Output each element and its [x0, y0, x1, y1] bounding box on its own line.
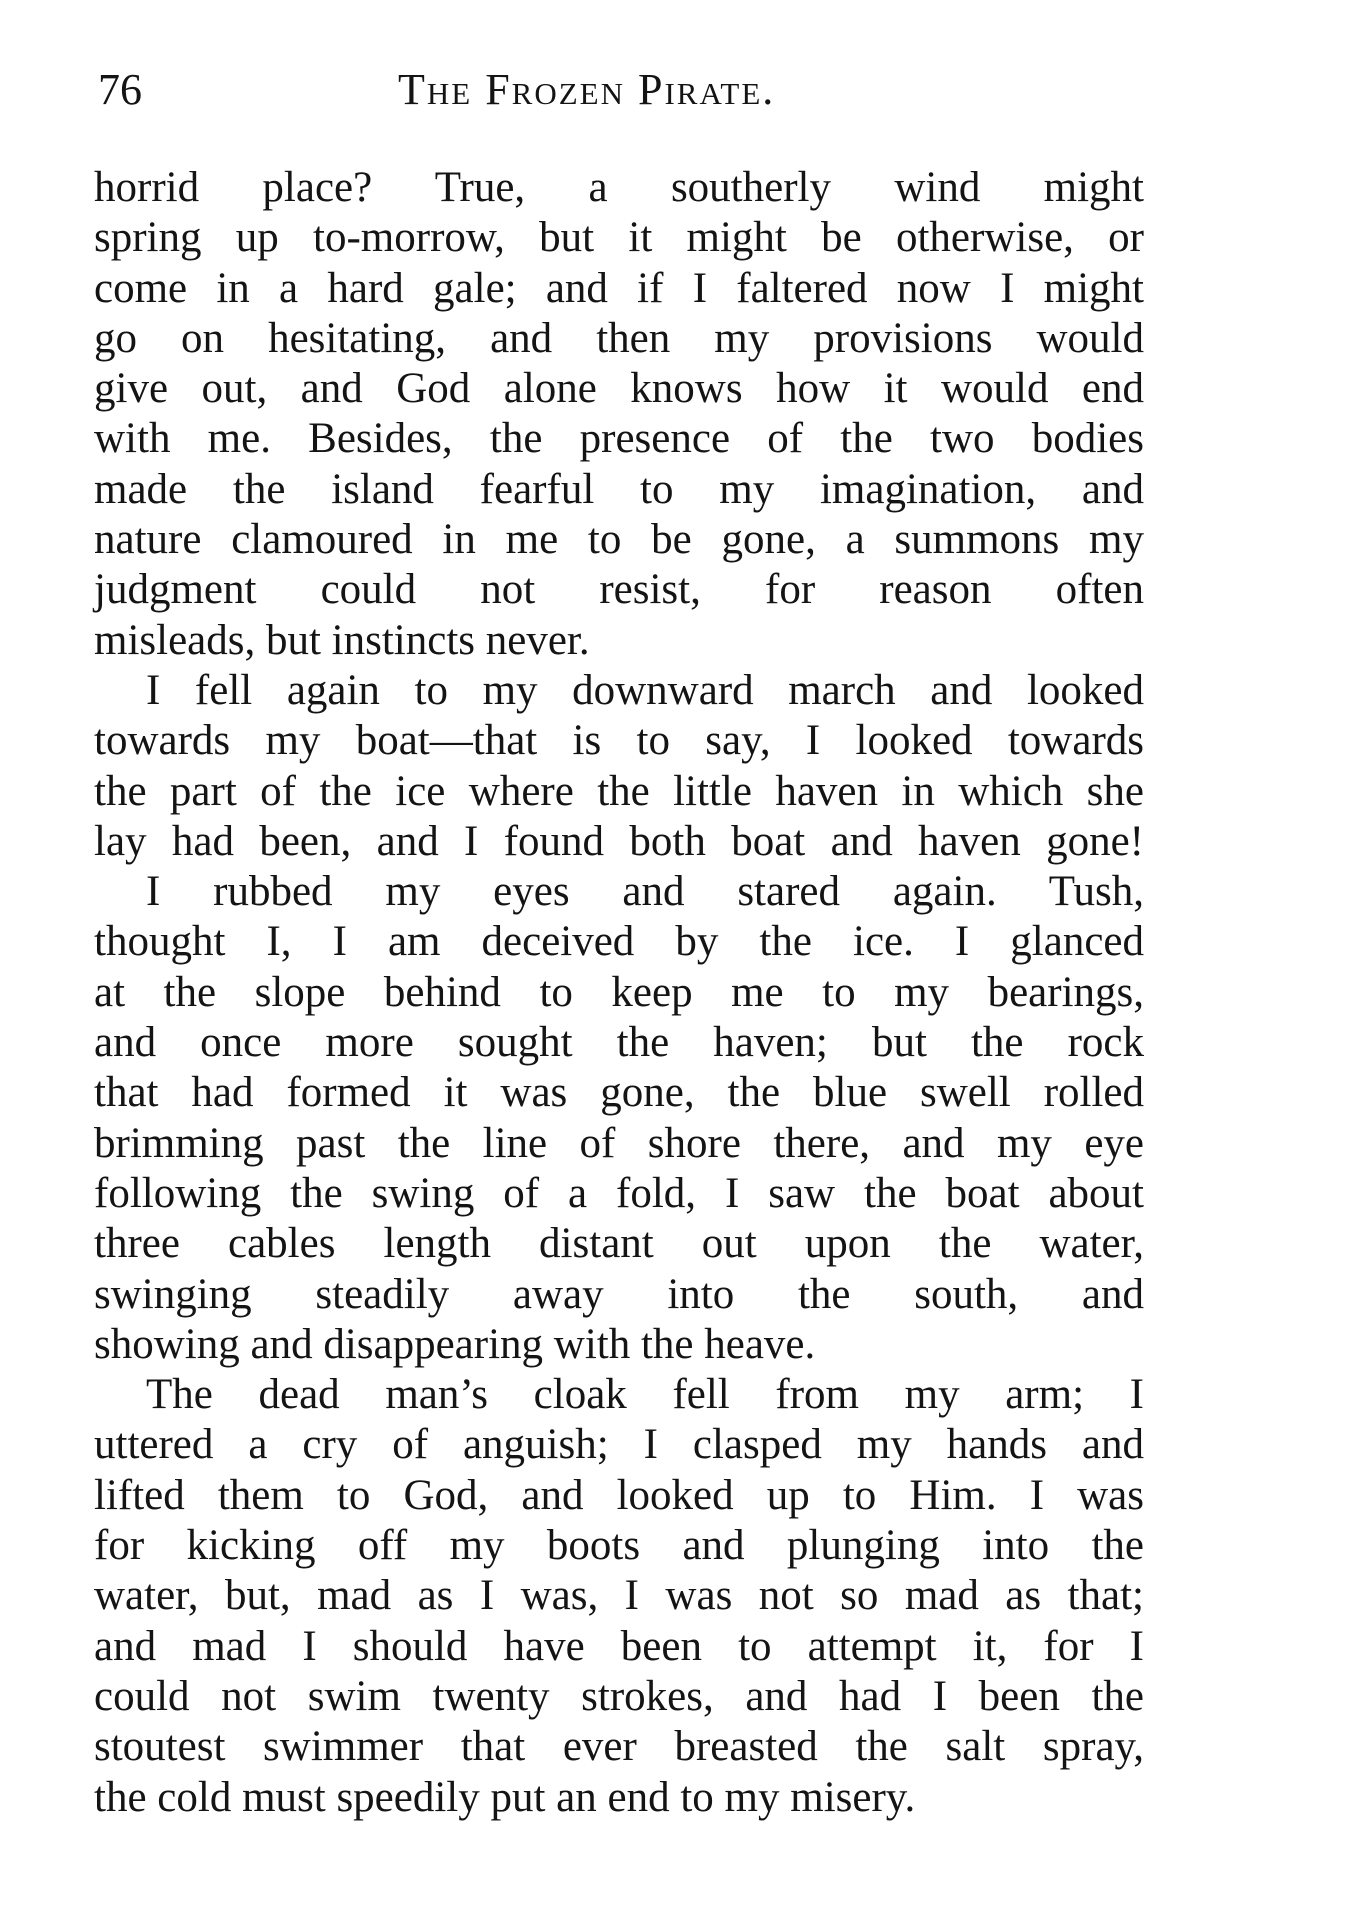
text-line: three cables length distant out upon the water,: [94, 1220, 1144, 1268]
text-line: nature clamoured in me to be gone, a summons my: [94, 516, 1144, 564]
text-line: following the swing of a fold, I saw the boat about: [94, 1169, 1144, 1217]
text-line: lay had been, and I found both boat and haven gone!: [94, 817, 1144, 865]
text-line: The dead man’s cloak fell from my arm; I: [146, 1371, 1144, 1419]
text-line: spring up to-morrow, but it might be otherwise, or: [94, 214, 1144, 262]
text-line: towards my boat—that is to say, I looked towards: [94, 717, 1144, 765]
text-line: and once more sought the haven; but the rock: [94, 1019, 1144, 1067]
text-line: water, but, mad as I was, I was not so mad as that;: [94, 1572, 1144, 1620]
text-line: could not swim twenty strokes, and had I been the: [94, 1672, 1144, 1720]
text-line: horrid place? True, a southerly wind might: [94, 164, 1144, 211]
text-line: showing and disappearing with the heave.: [94, 1320, 816, 1368]
text-line: thought I, I am deceived by the ice. I glanced: [94, 918, 1144, 966]
text-line: stoutest swimmer that ever breasted the salt spray,: [94, 1723, 1144, 1771]
text-line: the part of the ice where the little haven in which she: [94, 767, 1144, 815]
text-line: I rubbed my eyes and stared again. Tush,: [146, 868, 1144, 916]
text-line: with me. Besides, the presence of the two bodies: [94, 415, 1144, 463]
page-header: [98, 60, 1148, 120]
text-line: misleads, but instincts never.: [94, 616, 590, 664]
text-line: I fell again to my downward march and looked: [146, 666, 1144, 714]
text-line: at the slope behind to keep me to my bearings,: [94, 968, 1144, 1016]
text-line: judgment could not resist, for reason often: [94, 566, 1144, 614]
text-line: for kicking off my boots and plunging into the: [94, 1522, 1144, 1570]
text-line: swinging steadily away into the south, and: [94, 1270, 1144, 1318]
text-line: lifted them to God, and looked up to Him. I was: [94, 1471, 1144, 1519]
text-line: uttered a cry of anguish; I clasped my hands and: [94, 1421, 1144, 1469]
text-line: that had formed it was gone, the blue swell rolled: [94, 1069, 1144, 1117]
running-title: The Frozen Pirate.: [398, 65, 776, 114]
body-text: [94, 163, 1144, 1823]
text-line: come in a hard gale; and if I faltered now I might: [94, 264, 1144, 312]
text-line: made the island fearful to my imagination, and: [94, 465, 1144, 513]
text-line: give out, and God alone knows how it would end: [94, 365, 1144, 413]
text-line: the cold must speedily put an end to my misery.: [94, 1773, 916, 1821]
text-line: brimming past the line of shore there, and my eye: [94, 1119, 1144, 1167]
text-line: go on hesitating, and then my provisions would: [94, 314, 1144, 362]
text-line: and mad I should have been to attempt it, for I: [94, 1622, 1144, 1670]
page-number: 76: [98, 65, 142, 114]
